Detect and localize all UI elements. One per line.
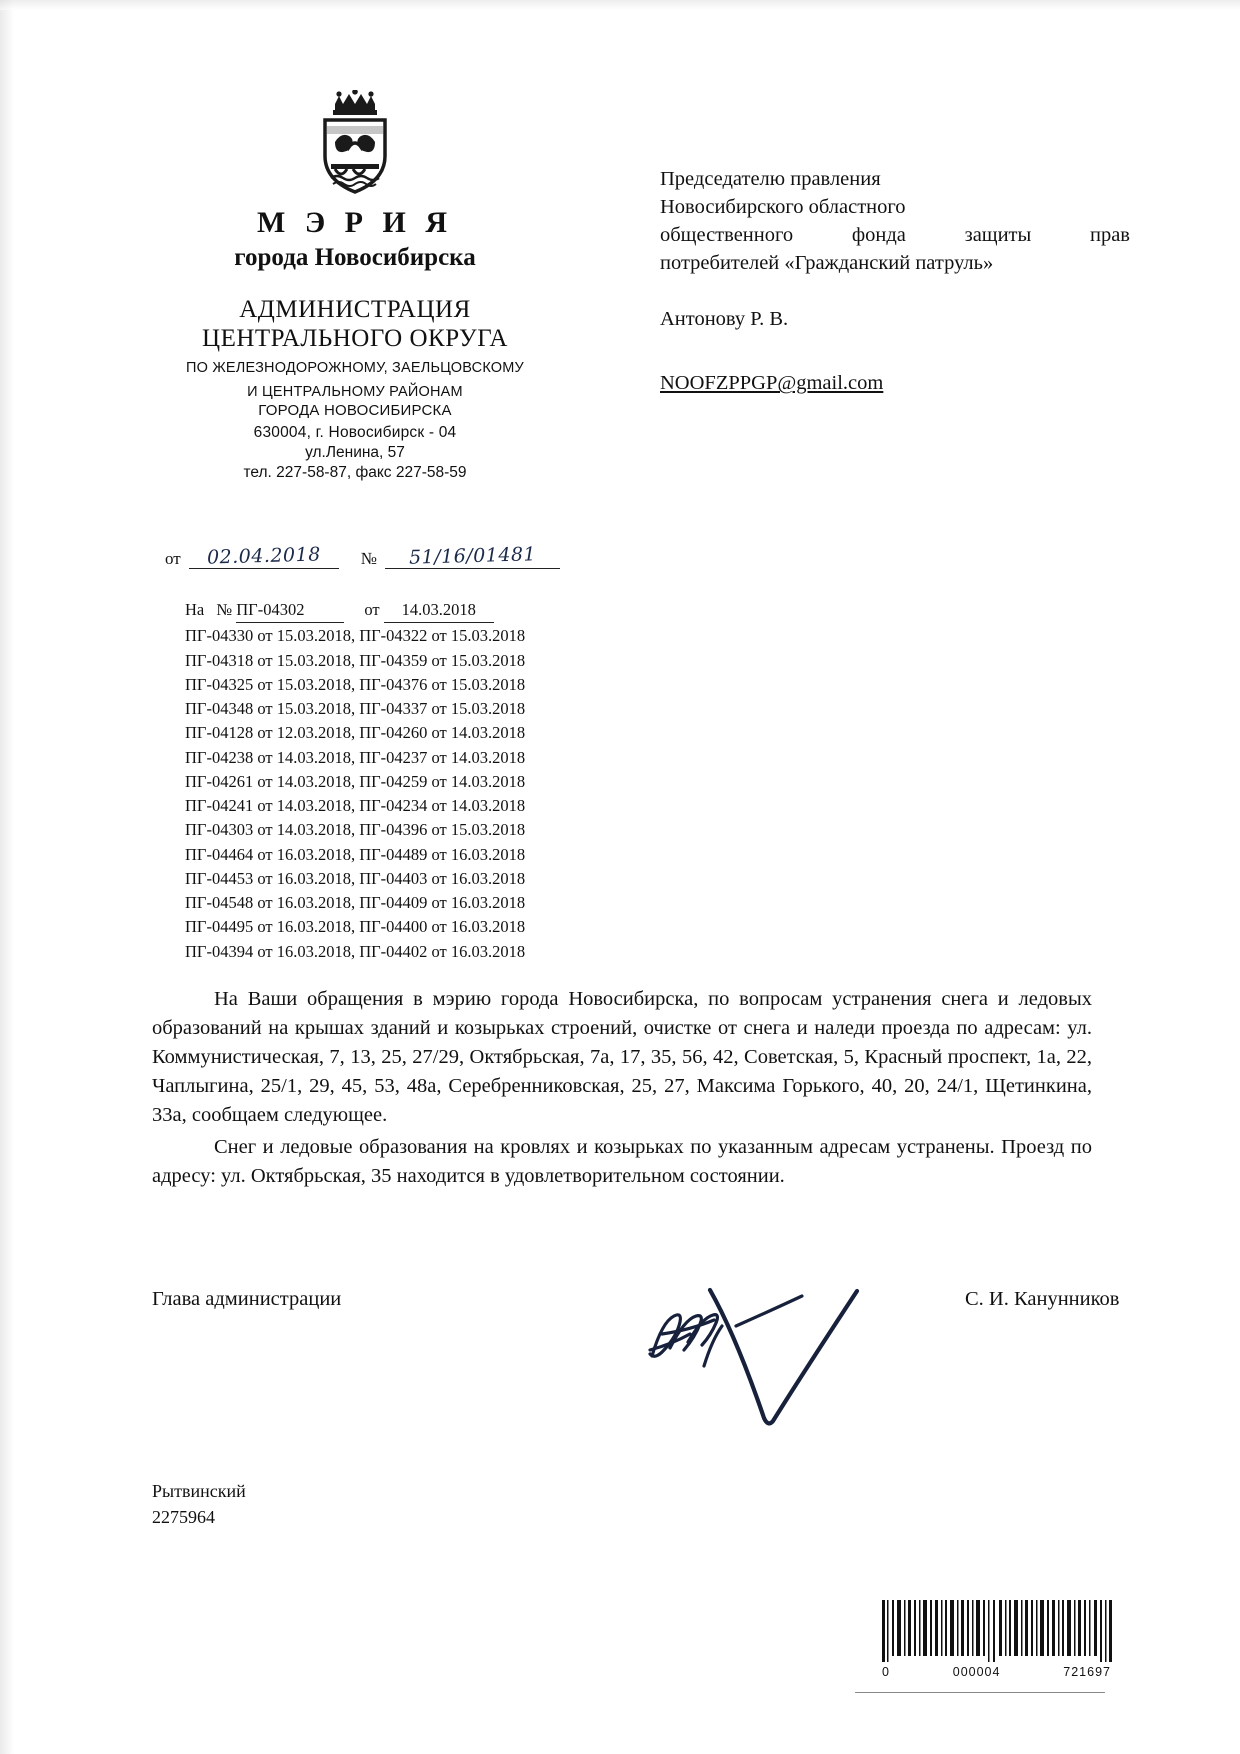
executor-block [152, 1478, 246, 1530]
reference-number-label: № [216, 600, 233, 619]
reference-date-value: 14.03.2018 [384, 598, 494, 623]
addressee-line3: общественного фонда защиты прав [660, 224, 1130, 247]
coat-of-arms-icon [295, 90, 415, 200]
barcode-block [880, 1600, 1115, 1679]
outgoing-date-field [189, 545, 339, 569]
outgoing-from-label: от [165, 549, 181, 568]
letterhead-street: ул.Ленина, 57 [305, 444, 405, 462]
letterhead [120, 90, 590, 482]
addressee-email[interactable]: NOOFZPPGP@gmail.com [660, 372, 884, 395]
reference-line: ПГ-04464 от 16.03.2018, ПГ-04489 от 16.03.2018 [185, 844, 526, 864]
barcode-right-group: 721697 [1063, 1665, 1111, 1679]
outgoing-date-value: 02.04.2018 [206, 543, 321, 569]
letterhead-phone: тел. 227-58-87, факс 227-58-59 [243, 464, 467, 482]
outgoing-number-value: 51/16/01481 [408, 543, 537, 569]
signature-position: Глава администрации [152, 1288, 342, 1310]
reference-line: ПГ-04241 от 14.03.2018, ПГ-04234 от 14.03.2018 [185, 796, 526, 815]
letterhead-admin-line1: АДМИНИСТРАЦИЯ [239, 296, 471, 323]
reference-line: ПГ-04318 от 15.03.2018, ПГ-04359 от 15.03.2018 [185, 650, 526, 670]
outgoing-number-label: № [360, 549, 377, 568]
reference-line: ПГ-04128 от 12.03.2018, ПГ-04260 от 14.03.2018 [185, 723, 526, 743]
reference-header [185, 598, 655, 623]
reference-line: ПГ-04303 от 14.03.2018, ПГ-04396 от 15.03.2018 [185, 820, 526, 840]
reference-line: ПГ-04394 от 16.03.2018, ПГ-04402 от 16.03.2018 [185, 941, 526, 961]
body-paragraph-2: Снег и ледовые образования на кровлях и козырьках по указанным адресам устранены. Проезд по адресу: ул. Октябрьская, 35 находится в удовлетворительном состоянии. [152, 1135, 1092, 1187]
body-paragraph-1: На Ваши обращения в мэрию города Новосибирска, по вопросам устранения снега и ледовых образований на крышах зданий и козырьках строений, очистке от снега и наледи проезда по адресам: ул. Коммунистическая, 7, 13, 25, 27/29, Октябрьская, 7а, 17, 35, 56, 42, Советская, 5, Красный проспект, 1а, 22, Чаплыгина, 25/1, 29, 45, 53, 48а, Серебренниковская, 25, 27, Максима Горького, 40, 20, 24/1, Щетинкина, 33а, сообщаем следующее. [152, 988, 1092, 1127]
reference-number-value: ПГ-04302 [236, 598, 344, 623]
reference-block [185, 598, 655, 964]
barcode-image [880, 1600, 1115, 1662]
scan-edge-top [0, 0, 1240, 10]
letterhead-districts-line2: И ЦЕНТРАЛЬНОМУ РАЙОНАМ [247, 384, 463, 401]
reference-date-label: от [364, 600, 380, 619]
letterhead-city-small: ГОРОДА НОВОСИБИРСКА [258, 402, 452, 420]
letterhead-districts-line1: ПО ЖЕЛЕЗНОДОРОЖНОМУ, ЗАЕЛЬЦОВСКОМУ [186, 360, 524, 376]
reference-line: ПГ-04238 от 14.03.2018, ПГ-04237 от 14.03.2018 [185, 747, 526, 767]
outgoing-number-line [165, 545, 595, 569]
letterhead-city: города Новосибирска [234, 244, 476, 271]
reference-line: ПГ-04348 от 15.03.2018, ПГ-04337 от 15.03.2018 [185, 699, 526, 718]
executor-name: Рытвинский [152, 1481, 246, 1501]
scan-edge-left [0, 0, 14, 1754]
letter-body [152, 985, 1092, 1191]
reference-line: ПГ-04325 от 15.03.2018, ПГ-04376 от 15.03.2018 [185, 674, 526, 694]
outgoing-number-field [385, 545, 560, 569]
letterhead-mayoralty: М Э Р И Я [257, 206, 453, 239]
barcode-left-digit: 0 [882, 1665, 890, 1679]
page-bottom-rule [855, 1692, 1105, 1693]
reference-line: ПГ-04548 от 16.03.2018, ПГ-04409 от 16.03.2018 [185, 893, 526, 912]
letterhead-postal: 630004, г. Новосибирск - 04 [253, 424, 457, 442]
barcode-caption [880, 1662, 1115, 1679]
reference-line: ПГ-04495 от 16.03.2018, ПГ-04400 от 16.03.2018 [185, 917, 526, 937]
reference-on-label: На [185, 600, 205, 619]
addressee-line1: Председателю правления [660, 168, 881, 190]
addressee-name: Антонову Р. В. [660, 308, 789, 331]
addressee-line4: потребителей «Гражданский патруль» [660, 252, 994, 275]
reference-line: ПГ-04453 от 16.03.2018, ПГ-04403 от 16.03.2018 [185, 868, 526, 888]
reference-line: ПГ-04330 от 15.03.2018, ПГ-04322 от 15.03.2018 [185, 626, 526, 646]
signature-name: С. И. Канунников [965, 1288, 1120, 1310]
executor-phone: 2275964 [152, 1507, 215, 1528]
addressee-line2: Новосибирского областного [660, 196, 906, 219]
addressee-block [660, 165, 1130, 397]
reference-line: ПГ-04261 от 14.03.2018, ПГ-04259 от 14.03.2018 [185, 771, 526, 791]
barcode-left-group: 000004 [952, 1665, 1001, 1679]
letterhead-admin-line2: ЦЕНТРАЛЬНОГО ОКРУГА [202, 325, 508, 352]
handwritten-signature [640, 1270, 910, 1450]
